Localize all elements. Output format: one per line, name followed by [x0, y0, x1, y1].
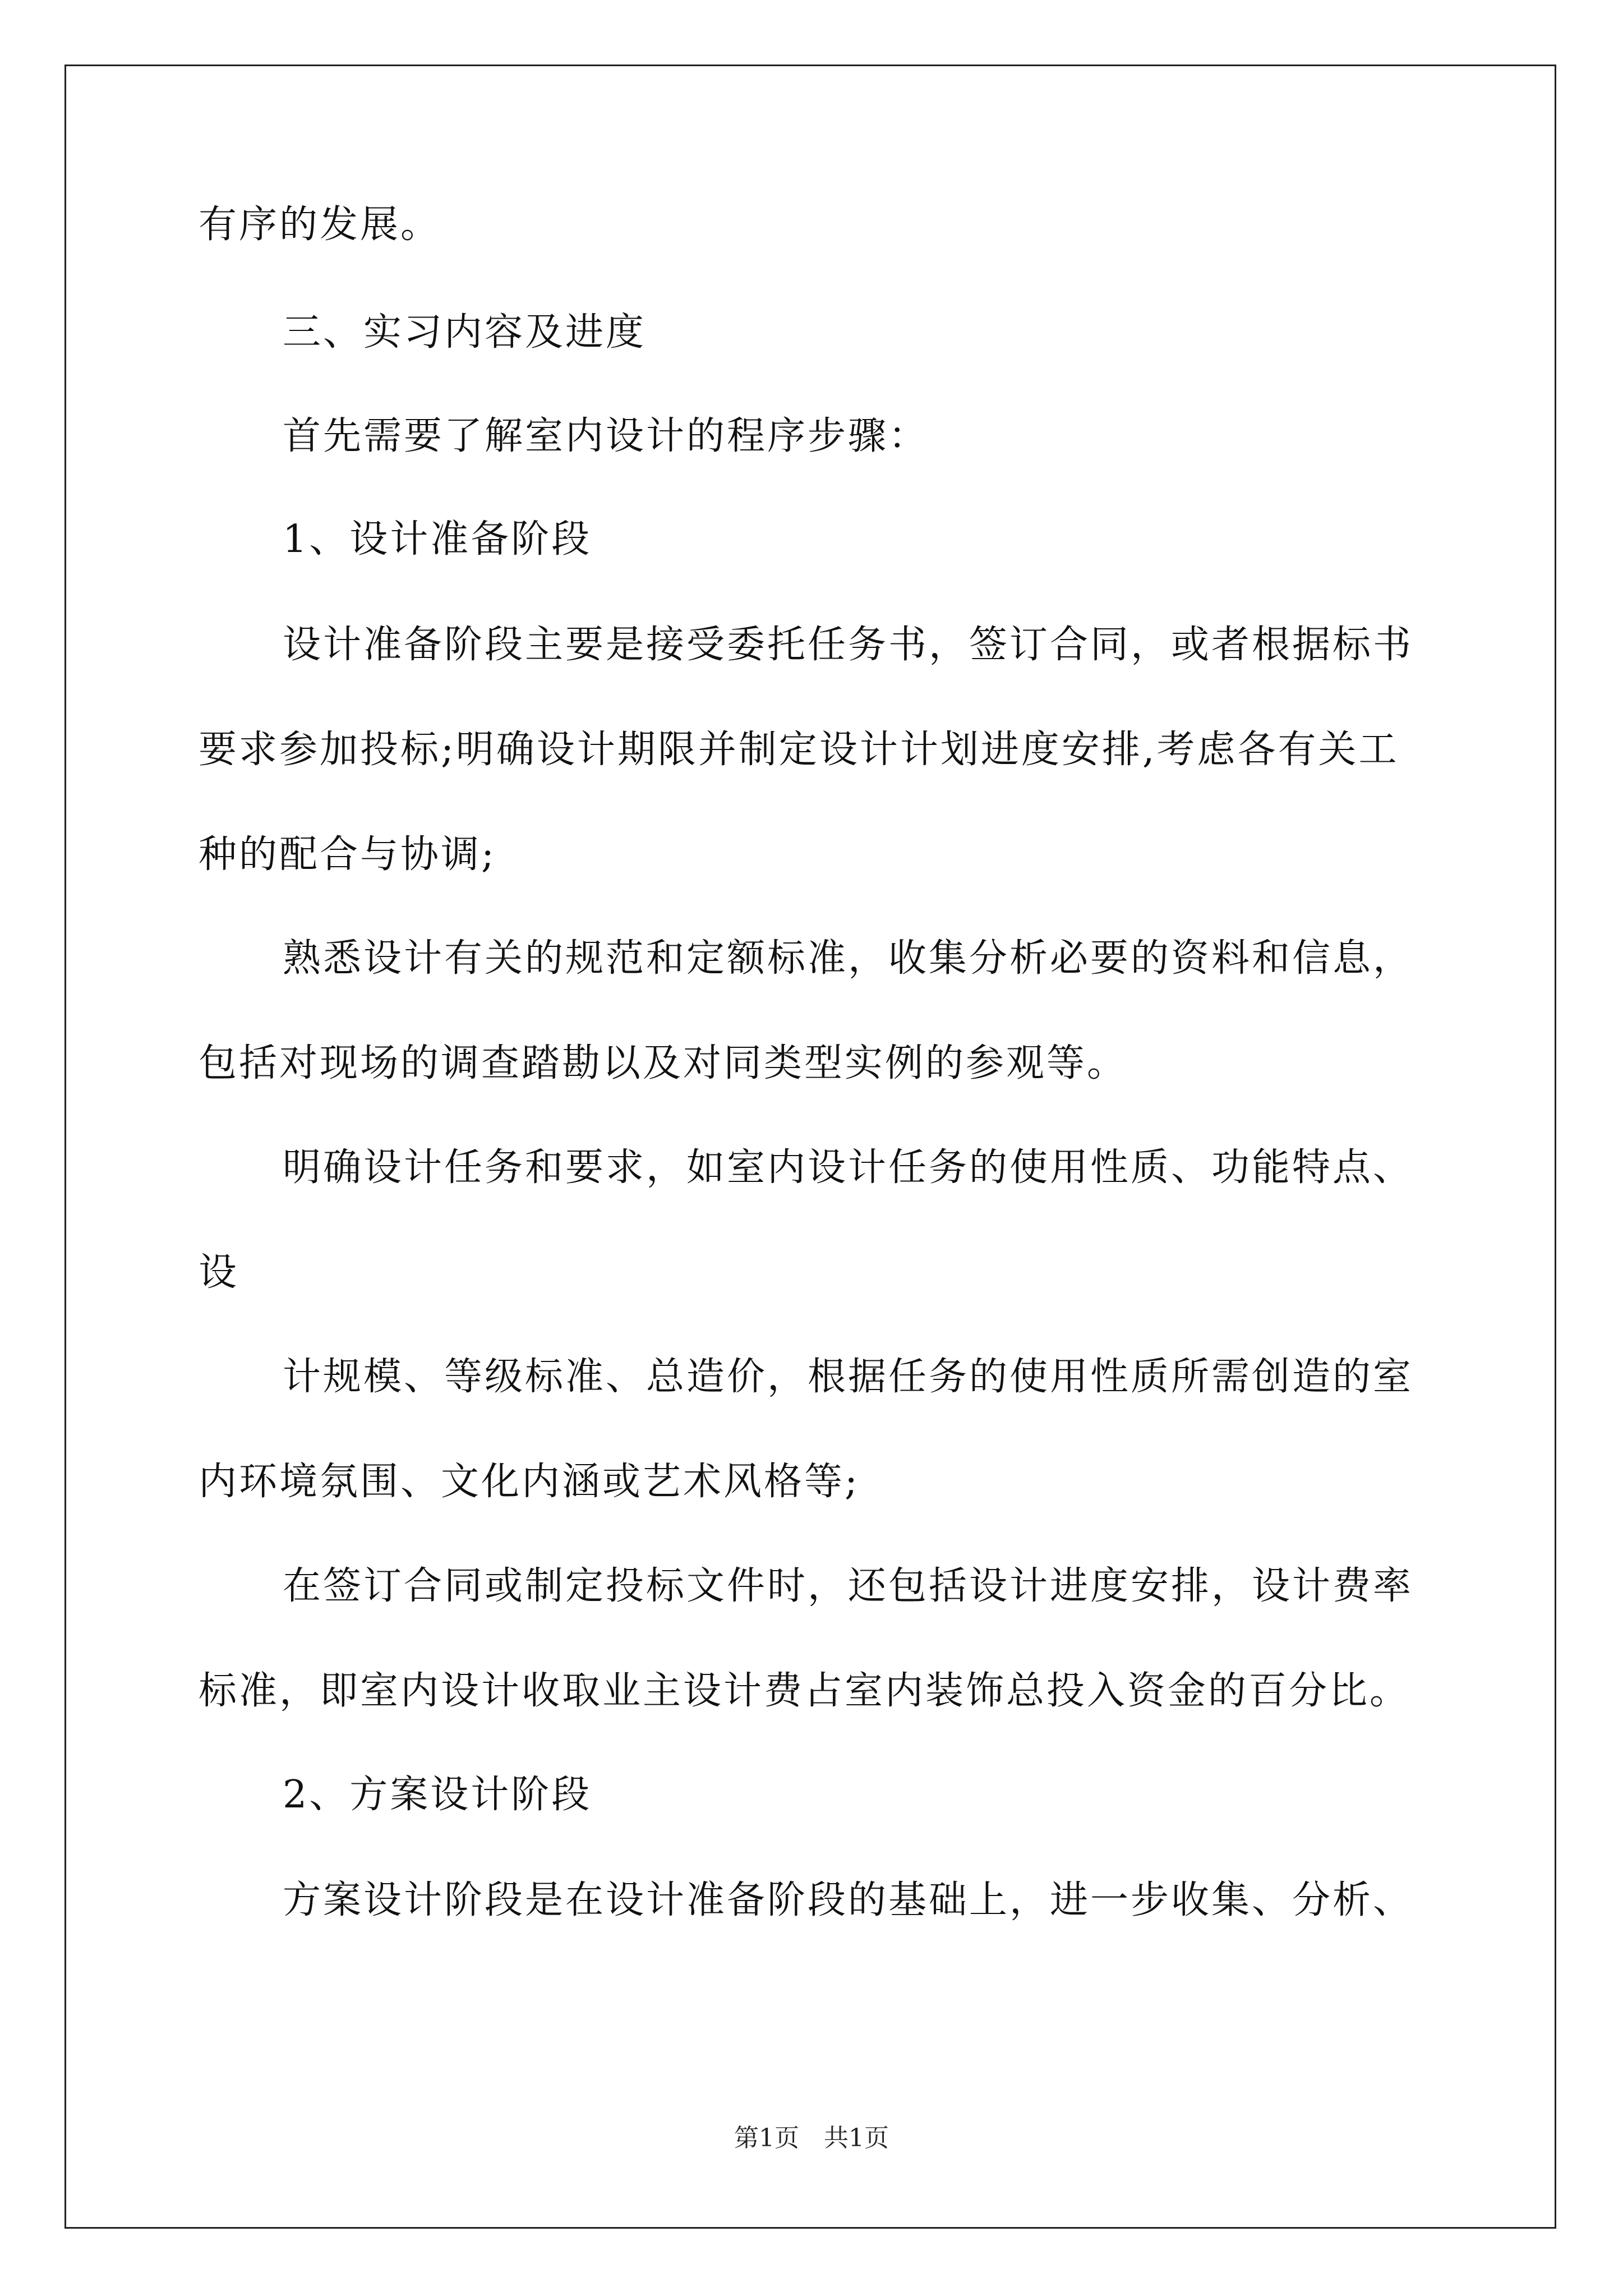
paragraph-1-line-1: 设计准备阶段主要是接受委托任务书，签订合同，或者根据标书 [283, 623, 1414, 667]
subheading-1: 1、设计准备阶段 [283, 517, 592, 562]
paragraph-2-line-1: 熟悉设计有关的规范和定额标准，收集分析必要的资料和信息， [283, 936, 1414, 981]
body-line-3: 首先需要了解室内设计的程序步骤： [283, 414, 929, 458]
section-heading-3: 三、实习内容及进度 [283, 310, 647, 355]
paragraph-3-line-1: 明确设计任务和要求，如室内设计任务的使用性质、功能特点、 [283, 1145, 1414, 1190]
body-line-1: 有序的发展。 [199, 203, 441, 247]
paragraph-5-line-1: 在签订合同或制定投标文件时，还包括设计进度安排，设计费率 [283, 1564, 1414, 1608]
paragraph-3-line-2: 设 [199, 1250, 239, 1295]
subheading-2: 2、方案设计阶段 [283, 1773, 592, 1817]
paragraph-4-line-1: 计规模、等级标准、总造价，根据任务的使用性质所需创造的室 [283, 1355, 1414, 1399]
paragraph-6-line-1: 方案设计阶段是在设计准备阶段的基础上，进一步收集、分析、 [283, 1878, 1414, 1922]
page-footer: 第1页 共1页 [734, 2124, 889, 2152]
paragraph-1-line-2: 要求参加投标;明确设计期限并制定设计计划进度安排,考虑各有关工 [199, 728, 1399, 772]
paragraph-5-line-2: 标准，即室内设计收取业主设计费占室内装饰总投入资金的百分比。 [199, 1669, 1410, 1713]
paragraph-2-line-2: 包括对现场的调查踏勘以及对同类型实例的参观等。 [199, 1041, 1128, 1085]
paragraph-4-line-2: 内环境氛围、文化内涵或艺术风格等; [199, 1460, 860, 1504]
paragraph-1-line-3: 种的配合与协调; [199, 832, 496, 877]
